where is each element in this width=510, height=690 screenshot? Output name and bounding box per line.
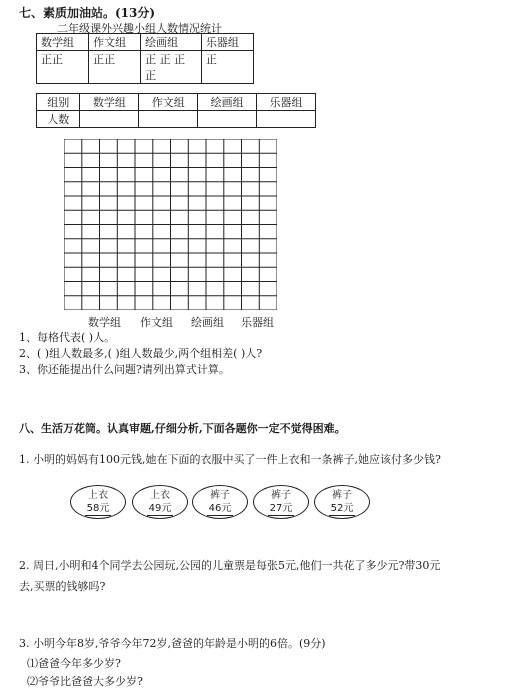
clothing-item xyxy=(314,485,370,519)
chart-xlabel: 乐器组 xyxy=(241,316,274,329)
chart-xlabel: 数学组 xyxy=(88,316,121,329)
clothing-price: 49元 xyxy=(148,503,172,514)
question-3: 3、你还能提出什么问题?请列出算式计算。 xyxy=(19,363,230,376)
tally-header-cell: 乐器组 xyxy=(201,34,253,51)
chart-xlabel: 作文组 xyxy=(140,316,173,329)
clothing-price: 58元 xyxy=(86,503,110,514)
count-header-cell: 作文组 xyxy=(139,94,198,111)
problem-2-line-2: 去,买票的钱够吗? xyxy=(19,580,106,593)
clothing-name: 上衣 xyxy=(150,490,170,501)
count-header-cell: 数学组 xyxy=(80,94,139,111)
tally-cell xyxy=(37,51,89,84)
table-title: 二年级课外兴趣小组人数情况统计 xyxy=(57,22,222,35)
clothing-price: 27元 xyxy=(269,503,293,514)
tally-header-cell: 作文组 xyxy=(89,34,141,51)
tally-mark: 正 正 正 xyxy=(145,53,186,66)
clothing-name: 上衣 xyxy=(88,490,108,501)
chart-xlabel: 绘画组 xyxy=(191,316,224,329)
tally-mark: 正 xyxy=(205,53,217,66)
clothing-name: 裤子 xyxy=(332,490,352,501)
clothing-item xyxy=(253,485,309,519)
tally-cell xyxy=(201,51,253,84)
problem-3-sub-2: ⑵爷爷比爸爸大多少岁? xyxy=(27,675,143,688)
count-header-cell: 绘画组 xyxy=(198,94,257,111)
tally-mark: 正正 xyxy=(41,53,63,66)
problem-1: 1. 小明的妈妈有100元钱,她在下面的衣服中买了一件上衣和一条裤子,她应该付多少钱? xyxy=(19,453,441,466)
clothing-price: 52元 xyxy=(330,503,354,514)
count-header-cell: 乐器组 xyxy=(257,94,316,111)
tally-mark: 正 xyxy=(145,69,157,82)
tally-cell xyxy=(89,51,141,84)
problem-3: 3. 小明今年8岁,爷爷今年72岁,爸爸的年龄是小明的6倍。(9分) xyxy=(19,637,326,650)
problem-2-line-1: 2. 周日,小明和4个同学去公园玩,公园的儿童票是每张5元,他们一共花了多少元?带30元 xyxy=(19,559,441,572)
tally-mark: 正正 xyxy=(93,53,116,66)
count-row-label: 人数 xyxy=(37,111,80,128)
section-7-heading: 七、素质加油站。(13分) xyxy=(19,6,156,20)
tally-cell xyxy=(141,51,202,84)
problem-3-sub-1: ⑴爸爸今年多少岁? xyxy=(27,657,121,670)
section-8-heading: 八、生活万花筒。认真审题,仔细分析,下面各题你一定不觉得困难。 xyxy=(19,422,346,435)
clothing-item xyxy=(132,485,188,519)
count-blank-cell[interactable] xyxy=(198,111,257,128)
question-1: 1、每格代表( )人。 xyxy=(19,331,116,344)
clothing-item xyxy=(70,485,126,519)
count-blank-cell[interactable] xyxy=(257,111,316,128)
count-header-cell: 组别 xyxy=(37,94,80,111)
question-2: 2、( )组人数最多,( )组人数最少,两个组相差( )人? xyxy=(19,347,263,360)
tally-header-cell: 绘画组 xyxy=(141,34,202,51)
count-table xyxy=(36,93,316,128)
tally-header-cell: 数学组 xyxy=(37,34,89,51)
clothing-price: 46元 xyxy=(208,503,232,514)
clothing-name: 裤子 xyxy=(271,490,291,501)
blank-chart-grid[interactable] xyxy=(64,139,277,310)
count-blank-cell[interactable] xyxy=(139,111,198,128)
count-blank-cell[interactable] xyxy=(80,111,139,128)
clothing-name: 裤子 xyxy=(210,490,230,501)
tally-table xyxy=(36,33,254,84)
clothing-item xyxy=(192,485,248,519)
